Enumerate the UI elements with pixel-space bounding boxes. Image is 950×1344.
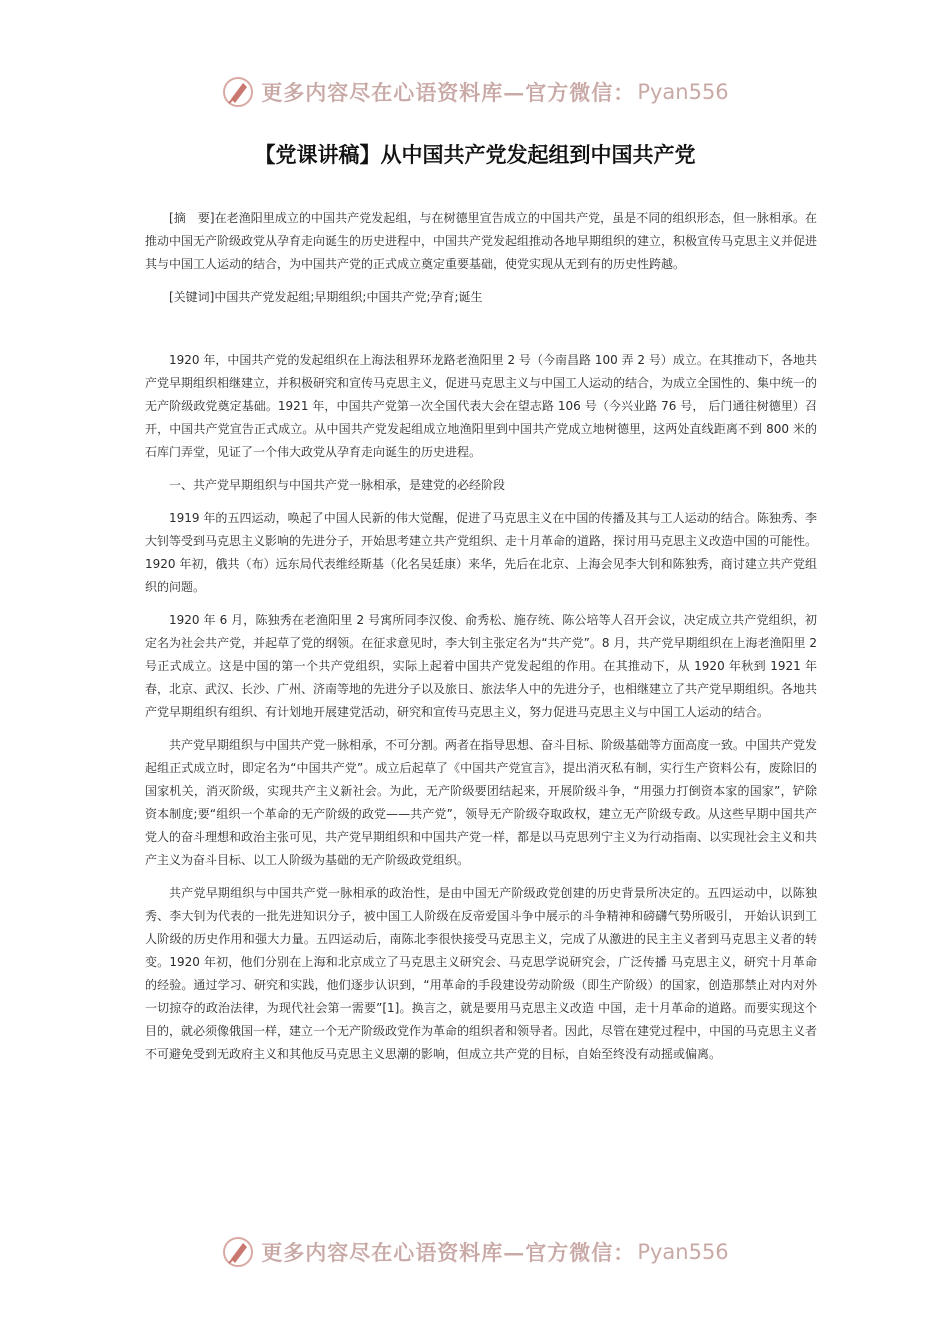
article-body xyxy=(145,207,817,1076)
keywords-paragraph: [关键词]中国共产党发起组;早期组织;中国共产党;孕育;诞生 xyxy=(169,290,483,304)
body-paragraph: 共产党早期组织与中国共产党一脉相承，不可分割。两者在指导思想、奋斗目标、阶级基础等方面高度一致。中国共产党发起组正式成立时，即定名为“中国共产党”。成立后起草了《中国共产党宣言》，提出消灭私有制，实行生产资料公有，废除旧的国家机关，消灭阶级，实现共产主义新社会。为此，无产阶级要团结起来，开展阶级斗争，“用强力打倒资本家的国家”，铲除资本制度;要“组织一个革命的无产阶级的政党——共产党”，领导无产阶级夺取政权，建立无产阶级专政。从这些早期中国共产党人的奋斗理想和政治主张可见，共产党早期组织和中国共产党一样，都是以马克思列宁主义为行动指南、以实现社会主义和共产主义为奋斗目标、以工人阶级为基础的无产阶级政党组织。 xyxy=(145,738,818,867)
pen-nib-logo-icon xyxy=(221,1235,255,1269)
body-paragraph: 1919 年的五四运动，唤起了中国人民新的伟大觉醒，促进了马克思主义在中国的传播及其与工人运动的结合。陈独秀、李大钊等受到马克思主义影响的先进分子，开始思考建立共产党组织、走十月革命的道路，探讨用马克思主义改造中国的可能性。1920 年初，俄共（布）远东局代表维经斯基（化名吴廷康）来华，先后在北京、上海会见李大钊和陈独秀，商讨建立共产党组织的问题。 xyxy=(145,511,818,594)
page-title: 【党课讲稿】从中国共产党发起组到中国共产党 xyxy=(254,143,696,167)
banner-text: 更多内容尽在心语资料库—官方微信： xyxy=(261,1240,636,1265)
pen-nib-logo-icon xyxy=(221,75,255,109)
body-paragraph: 共产党早期组织与中国共产党一脉相承的政治性，是由中国无产阶级政党创建的历史背景所决定的。五四运动中，以陈独秀、李大钊为代表的一批先进知识分子，被中国工人阶级在反帝爱国斗争中展示的斗争精神和磅礴气势所吸引， 开始认识到工人阶级的历史作用和强大力量。五四运动后，南陈北李很快接受马克思主义，完成了从激进的民主主义者到马克思主义者的转变。1920 年初，他们分别在上海和北京成立了马克思主义研究会、马克思学说研究会，广泛传播 马克思主义，研究十月革命的经验。通过学习、研究和实践，他们逐步认识到，“用革命的手段建设劳动阶级（即生产阶级）的国家，创造那禁止对内对外一切掠夺的政治法律，为现代社会第一需要”[1]。换言之，就是要用马克思主义改造 中国，走十月革命的道路。而要实现这个目的，就必须像俄国一样，建立一个无产阶级政党作为革命的组织者和领导者。因此，尽管在建党过程中，中国的马克思主义者不可避免受到无政府主义和其他反马克思主义思潮的影响，但成立共产党的目标，自始至终没有动摇或偏离。 xyxy=(145,886,818,1061)
body-paragraph: 1920 年，中国共产党的发起组织在上海法租界环龙路老渔阳里 2 号（今南昌路 100 弄 2 号）成立。在其推动下，各地共产党早期组织相继建立，并积极研究和宣传马克思主义，促进马克思主义与中国工人运动的结合，为成立全国性的、集中统一的无产阶级政党奠定基础。1921 年，中国共产党第一次全国代表大会在望志路 106 号（今兴业路 76 号， 后门通往树德里）召开，中国共产党宣告正式成立。从中国共产党发起组成立地渔阳里到中国共产党成立地树德里，这两处直线距离不到 800 米的石库门弄堂，见证了一个伟大政党从孕育走向诞生的历史进程。 xyxy=(145,353,818,459)
section-heading: 一、共产党早期组织与中国共产党一脉相承，是建党的必经阶段 xyxy=(169,478,506,492)
header-banner xyxy=(0,72,950,112)
banner-handle: Pyan556 xyxy=(637,80,729,104)
banner-text: 更多内容尽在心语资料库—官方微信： xyxy=(261,80,636,105)
footer-banner xyxy=(0,1232,950,1272)
body-paragraph: 1920 年 6 月，陈独秀在老渔阳里 2 号寓所同李汉俊、俞秀松、施存统、陈公培等人召开会议，决定成立共产党组织，初定名为社会共产党，并起草了党的纲领。在征求意见时，李大钊主张定名为“共产党”。8 月，共产党早期组织在上海老渔阳里 2 号正式成立。这是中国的第一个共产党组织，实际上起着中国共产党发起组的作用。在其推动下，从 1920 年秋到 1921 年春，北京、武汉、长沙、广州、济南等地的先进分子以及旅日、旅法华人中的先进分子，也相继建立了共产党早期组织。各地共产党早期组织有组织、有计划地开展建党活动，研究和宣传马克思主义，努力促进马克思主义与中国工人运动的结合。 xyxy=(145,613,818,719)
banner-handle: Pyan556 xyxy=(637,1240,729,1264)
abstract-paragraph: [摘 要]在老渔阳里成立的中国共产党发起组，与在树德里宣告成立的中国共产党，虽是不同的组织形态，但一脉相承。在推动中国无产阶级政党从孕育走向诞生的历史进程中，中国共产党发起组推动各地早期组织的建立，积极宣传马克思主义并促进其与中国工人运动的结合，为中国共产党的正式成立奠定重要基础，使党实现从无到有的历史性跨越。 xyxy=(145,211,818,271)
